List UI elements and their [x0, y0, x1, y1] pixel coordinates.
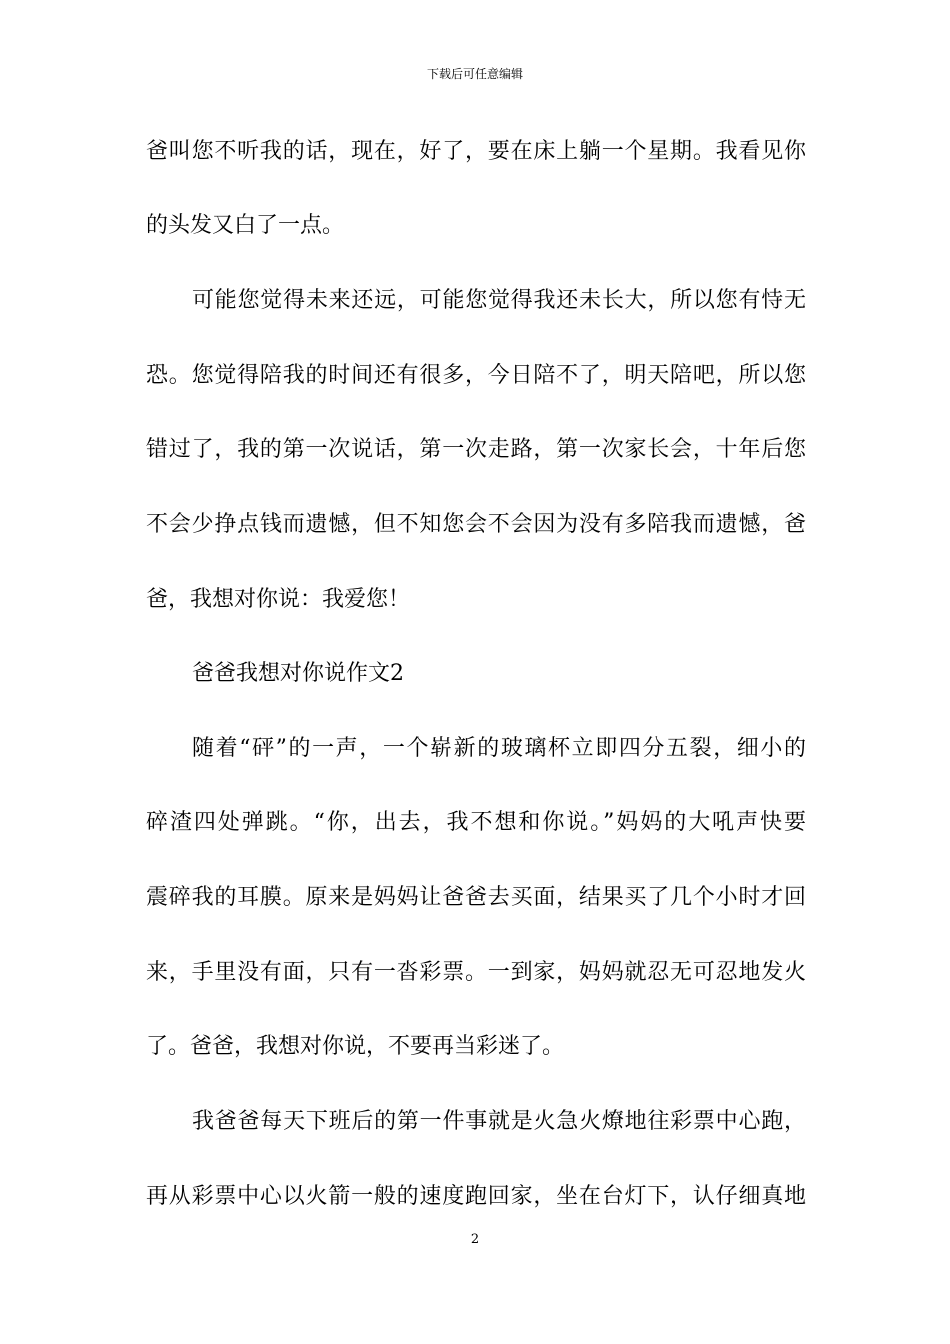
paragraph-line: 震碎我的耳膜。原来是妈妈让爸爸去买面，结果买了几个小时才回 [146, 885, 806, 910]
paragraph-line: 碎渣四处弹跳。“你，出去，我不想和你说。”妈妈的大吼声快要 [146, 810, 806, 835]
paragraph-line: 爸，我想对你说：我爱您！ [146, 587, 411, 612]
paragraph-line: 不会少挣点钱而遗憾，但不知您会不会因为没有多陪我而遗憾，爸 [146, 512, 806, 537]
section-heading: 爸爸我想对你说作文2 [192, 661, 404, 686]
page-number: 2 [470, 1232, 480, 1247]
paragraph-line: 恐。您觉得陪我的时间还有很多，今日陪不了，明天陪吧，所以您 [146, 363, 806, 388]
paragraph-line: 的头发又白了一点。 [146, 213, 345, 238]
paragraph-line: 可能您觉得未来还远，可能您觉得我还未长大，所以您有恃无 [192, 288, 806, 313]
paragraph-line: 来，手里没有面，只有一沓彩票。一到家，妈妈就忍无可忍地发火 [146, 960, 806, 985]
page-header: 下载后可任意编辑 [426, 67, 523, 81]
paragraph-line: 我爸爸每天下班后的第一件事就是火急火燎地往彩票中心跑， [192, 1109, 806, 1134]
paragraph-line: 随着“砰”的一声，一个崭新的玻璃杯立即四分五裂，细小的 [192, 736, 806, 761]
paragraph-line: 再从彩票中心以火箭一般的速度跑回家，坐在台灯下，认仔细真地 [146, 1184, 806, 1209]
paragraph-line: 爸叫您不听我的话，现在，好了，要在床上躺一个星期。我看见你 [146, 139, 806, 164]
paragraph-line: 了。爸爸，我想对你说，不要再当彩迷了。 [146, 1034, 565, 1059]
paragraph-line: 错过了，我的第一次说话，第一次走路，第一次家长会，十年后您 [146, 437, 806, 462]
